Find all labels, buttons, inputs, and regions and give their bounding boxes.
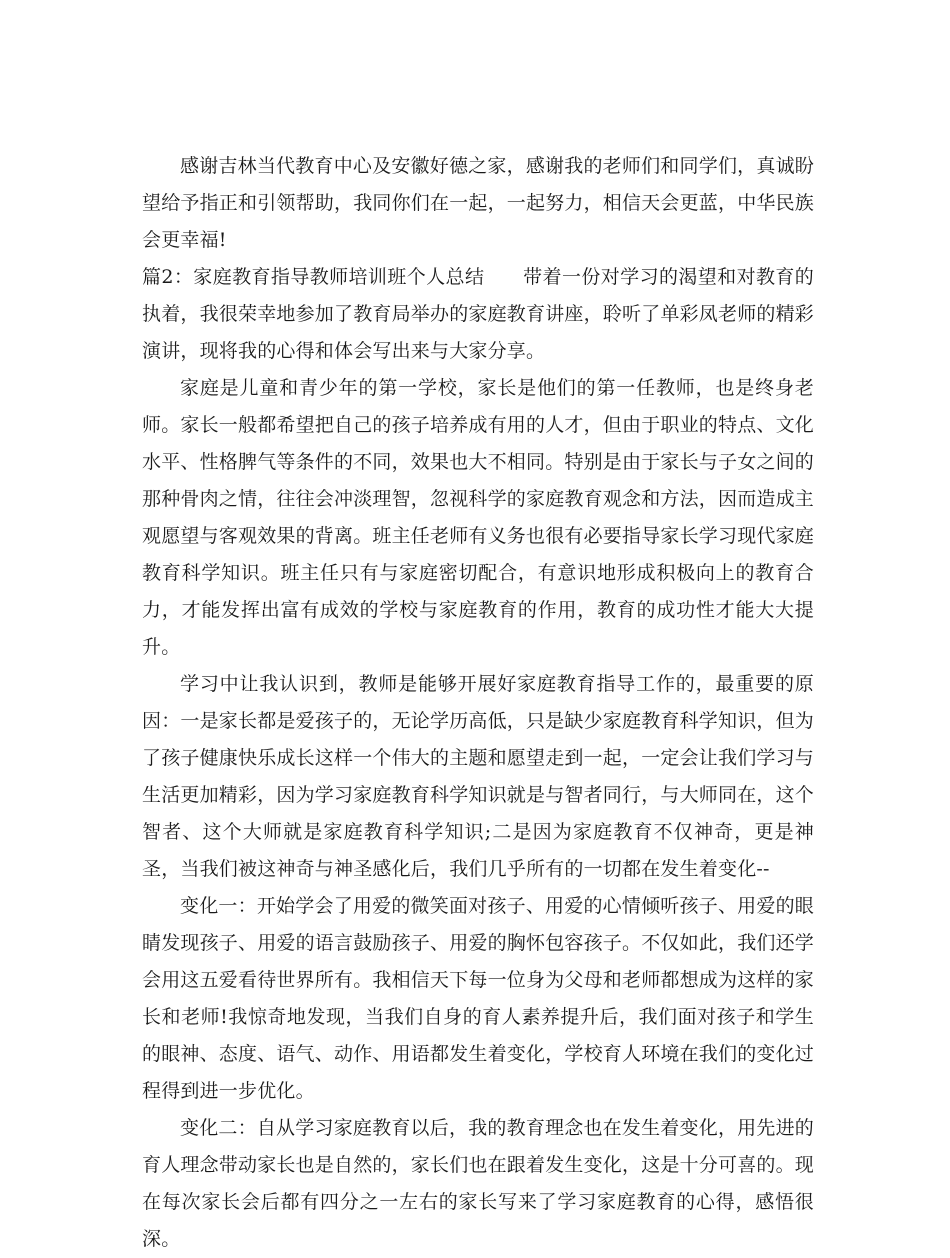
paragraph-change-two: 变化二：自从学习家庭教育以后，我的教育理念也在发生着变化，用先进的育人理念带动家长也是自然的，家长们也在跟着发生变化，这是十分可喜的。现在每次家长会后都有四分之一左右的家长写来了学习家庭教育的心得，感悟很深。 [142, 1117, 815, 1250]
paragraph-family-first-school: 家庭是儿童和青少年的第一学校，家长是他们的第一任教师，也是终身老师。家长一般都希望把自己的孩子培养成有用的人才，但由于职业的特点、文化水平、性格脾气等条件的不同，效果也大不相同。特别是由于家长与子女之间的那种骨肉之情，往往会冲淡理智，忽视科学的家庭教育观念和方法，因而造成主观愿望与客观效果的背离。班主任老师有义务也很有必要指导家长学习现代家庭教育科学知识。班主任只有与家庭密切配合，有意识地形成积极向上的教育合力，才能发挥出富有成效的学校与家庭教育的作用，教育的成功性才能大大提升。 [142, 377, 815, 658]
paragraph-change-one: 变化一：开始学会了用爱的微笑面对孩子、用爱的心情倾听孩子、用爱的眼睛发现孩子、用爱的语言鼓励孩子、用爱的胸怀包容孩子。不仅如此，我们还学会用这五爱看待世界所有。我相信天下每一位身为父母和老师都想成为这样的家长和老师!我惊奇地发现，当我们自身的育人素养提升后，我们面对孩子和学生的眼神、态度、语气、动作、用语都发生着变化，学校育人环境在我们的变化过程得到进一步优化。 [142, 895, 815, 1102]
paragraph-learning-reasons: 学习中让我认识到，教师是能够开展好家庭教育指导工作的，最重要的原因：一是家长都是爱孩子的，无论学历高低，只是缺少家庭教育科学知识，但为了孩子健康快乐成长这样一个伟大的主题和愿望走到一起，一定会让我们学习与生活更加精彩，因为学习家庭教育科学知识就是与智者同行，与大师同在，这个智者、这个大师就是家庭教育科学知识;二是因为家庭教育不仅神奇，更是神圣，当我们被这神奇与神圣感化后，我们几乎所有的一切都在发生着变化-- [142, 673, 815, 880]
document-body [142, 148, 814, 1258]
paragraph-article-2-heading: 篇2：家庭教育指导教师培训班个人总结 带着一份对学习的渴望和对教育的执着，我很荣幸地参加了教育局举办的家庭教育讲座，聆听了单彩凤老师的精彩演讲，现将我的心得和体会写出来与大家分享。 [142, 266, 815, 362]
paragraph-thanks: 感谢吉林当代教育中心及安徽好德之家，感谢我的老师们和同学们，真诚盼望给予指正和引领帮助，我同你们在一起，一起努力，相信天会更蓝，中华民族会更幸福! [142, 155, 815, 251]
